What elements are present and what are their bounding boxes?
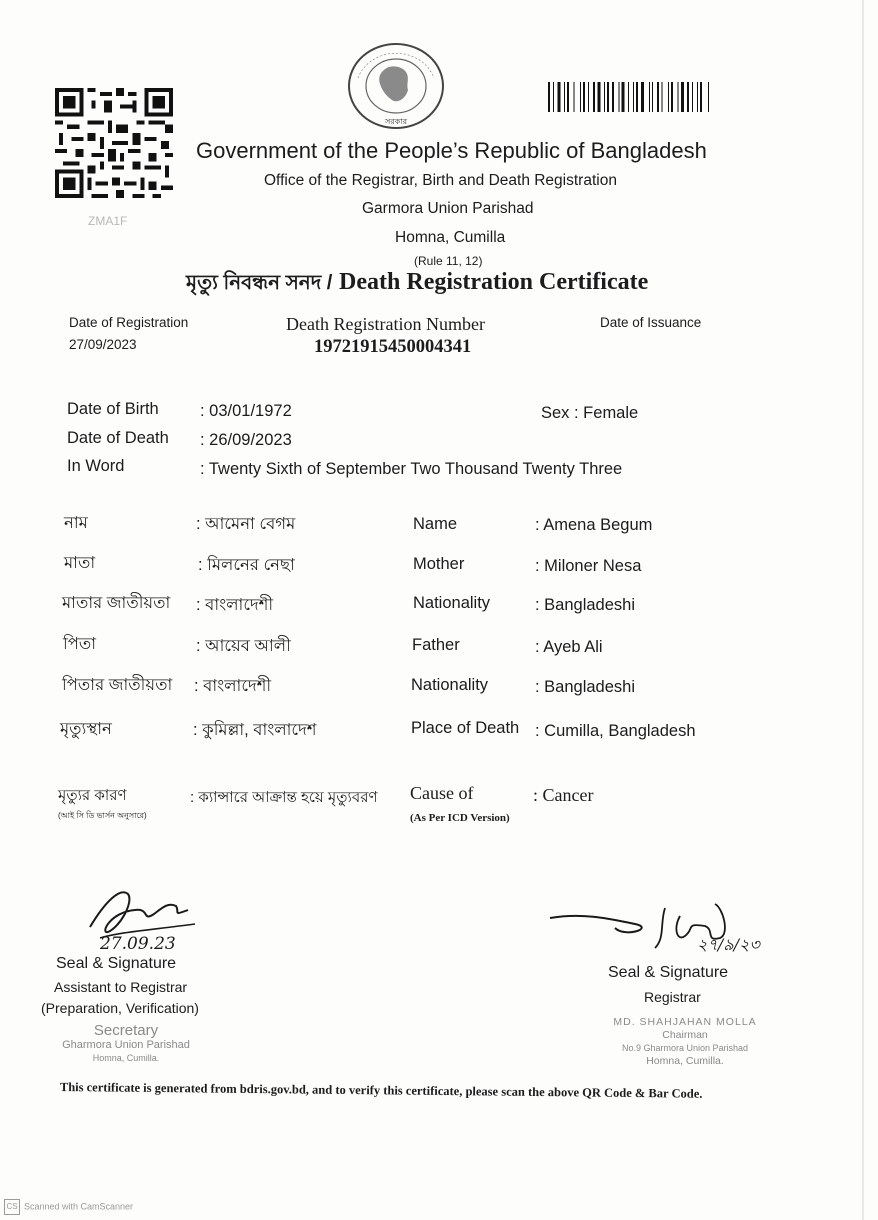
mother-nationality-value: : Bangladeshi [535, 596, 635, 614]
left-signature-date: 27.09.23 [100, 934, 176, 954]
right-stamp [590, 1016, 780, 1068]
birth-date-value: : 03/01/1972 [200, 402, 292, 420]
mother-bn-label: মাতা [64, 554, 96, 572]
place-bn-value: : কুমিল্লা, বাংলাদেশ [193, 721, 317, 739]
mother-nationality-bn-value: : বাংলাদেশী [196, 596, 274, 614]
mother-bn-value: : মিলনের নেছা [198, 556, 295, 574]
government-title: Government of the People’s Republic of Bangladesh [196, 138, 707, 163]
cause-bn-value: : ক্যান্সারে আক্রান্ত হয়ে মৃত্যুবরণ [190, 789, 378, 806]
sex-value: Sex : Female [541, 404, 639, 422]
mother-label: Mother [413, 555, 465, 573]
office-title: Office of the Registrar, Birth and Death Registration [264, 172, 617, 189]
certificate-title-bn: মৃত্যু নিবন্ধন সনদ / [186, 272, 333, 294]
mother-nationality-bn-label: মাতার জাতীয়তা [62, 594, 171, 612]
left-role-detail: (Preparation, Verification) [41, 1000, 199, 1016]
left-seal-title: Seal & Signature [56, 955, 177, 972]
left-stamp-line3: Homna, Cumilla. [92, 1053, 160, 1063]
father-nationality-bn-label: পিতার জাতীয়তা [62, 676, 173, 694]
registration-number-label: Death Registration Number [286, 314, 485, 334]
name-label: Name [413, 515, 458, 533]
cause-bn-sub: (আই সি ডি ভার্সন অনুসারে) [58, 811, 147, 820]
scan-edge [862, 0, 864, 1220]
name-bn-label: নাম [64, 514, 88, 532]
left-role: Assistant to Registrar [54, 979, 188, 995]
in-word-value: : Twenty Sixth of September Two Thousand Twenty Three [200, 460, 623, 478]
union-name: Garmora Union Parishad [362, 200, 534, 217]
cause-label: Cause of [410, 783, 474, 803]
qr-code [55, 88, 173, 198]
certificate-title [186, 268, 648, 301]
father-nationality-bn-value: : বাংলাদেশী [194, 677, 272, 695]
name-bn-value: : আমেনা বেগম [196, 515, 296, 533]
rule-reference: (Rule 11, 12) [414, 254, 483, 268]
mother-nationality-label: Nationality [413, 594, 491, 612]
svg-text:সরকার: সরকার [384, 117, 408, 126]
death-date-value: : 26/09/2023 [200, 431, 292, 449]
birth-date-label: Date of Birth [67, 400, 159, 418]
scanner-watermark [4, 1199, 133, 1215]
right-stamp-line3: No.9 Gharmora Union Parishad [621, 1043, 749, 1053]
cause-bn-label: মৃত্যুর কারণ [58, 787, 127, 804]
father-nationality-value: : Bangladeshi [535, 678, 635, 696]
father-nationality-label: Nationality [411, 676, 489, 694]
registration-number-value: 19721915450004341 [314, 337, 472, 357]
right-signature-icon [545, 898, 775, 958]
place-label: Place of Death [411, 719, 520, 737]
left-stamp-line2: Gharmora Union Parishad [62, 1039, 190, 1051]
father-bn-label: পিতা [63, 635, 97, 653]
father-bn-value: : আয়েব আলী [196, 637, 291, 655]
right-stamp-line4: Homna, Cumilla. [646, 1055, 724, 1067]
scanner-text: Scanned with CamScanner [24, 1201, 134, 1212]
location: Homna, Cumilla [395, 229, 506, 246]
in-word-label: In Word [67, 457, 125, 475]
left-stamp [26, 1022, 226, 1065]
svg-text:২৭/৯/২৩: ২৭/৯/২৩ [697, 935, 760, 954]
verification-note: This certificate is generated from bdris.gov.bd, and to verify this certificate, please scan the above QR Code & Bar Code. [59, 1080, 703, 1101]
cause-sub-label: (As Per ICD Version) [410, 812, 510, 824]
registration-date-label: Date of Registration [69, 315, 189, 330]
left-stamp-line1: Secretary [93, 1022, 159, 1039]
right-role: Registrar [644, 989, 701, 1005]
father-value: : Ayeb Ali [535, 638, 603, 656]
place-bn-label: মৃত্যুস্থান [60, 720, 112, 738]
certificate-title-en: Death Registration Certificate [339, 269, 649, 295]
death-date-label: Date of Death [67, 429, 169, 447]
right-stamp-line2: Chairman [662, 1029, 708, 1041]
mother-value: : Miloner Nesa [535, 557, 642, 575]
right-stamp-line1: MD. SHAHJAHAN MOLLA [613, 1016, 757, 1028]
place-value: : Cumilla, Bangladesh [535, 722, 696, 740]
issuance-date-label: Date of Issuance [600, 315, 702, 330]
government-seal-icon [346, 42, 446, 130]
camscanner-logo-icon: CS [4, 1199, 20, 1215]
registration-date-value: 27/09/2023 [69, 337, 137, 352]
cause-value: : Cancer [533, 785, 594, 805]
name-value: : Amena Begum [535, 516, 653, 534]
father-label: Father [412, 636, 460, 654]
right-seal-title: Seal & Signature [608, 964, 729, 981]
barcode [548, 82, 760, 112]
qr-caption: ZMA1F [88, 214, 128, 228]
